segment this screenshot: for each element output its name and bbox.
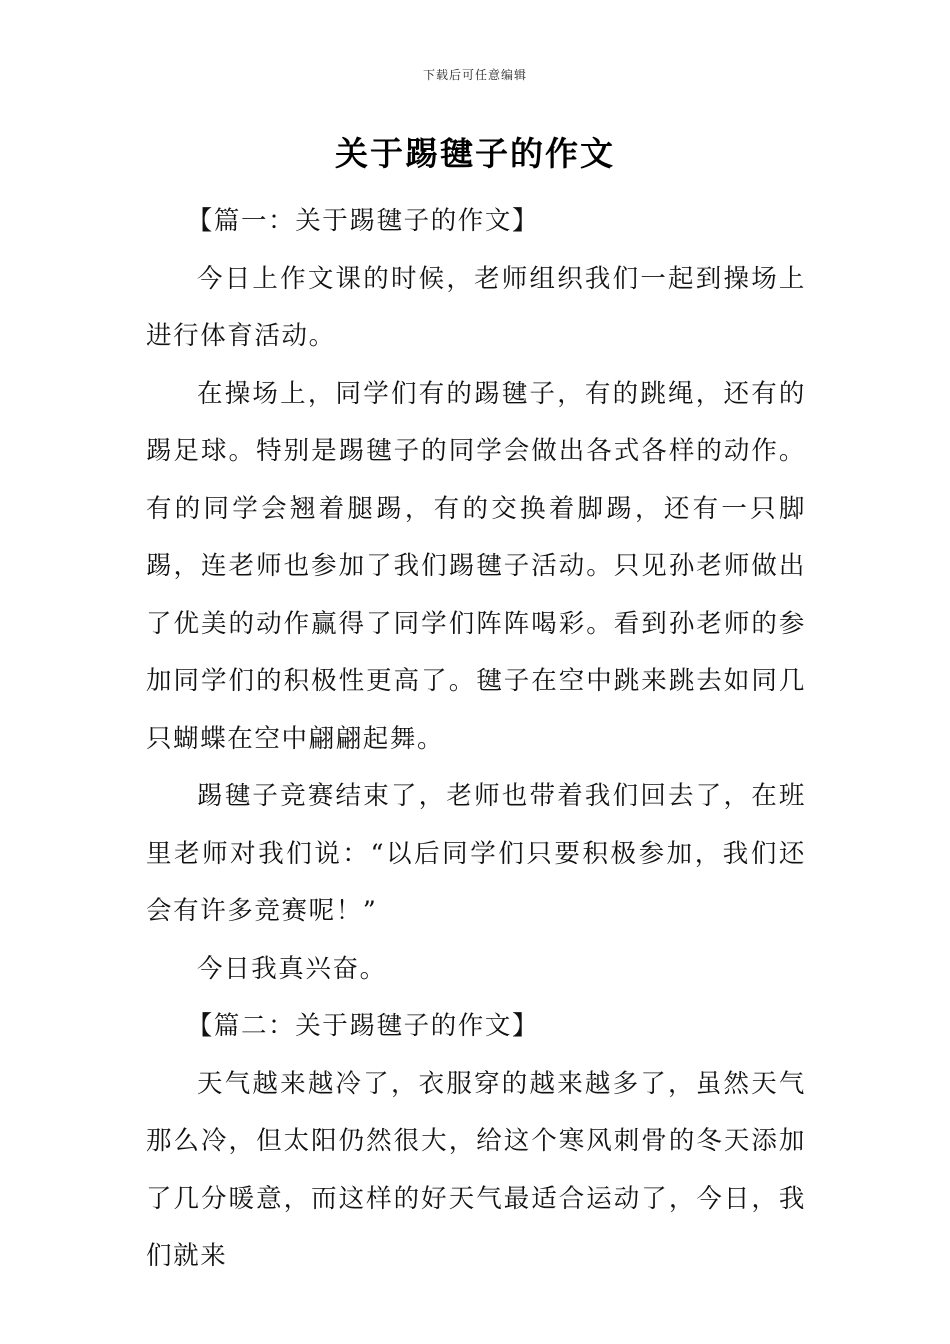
paragraph: 踢毽子竞赛结束了，老师也带着我们回去了，在班里老师对我们说：“以后同学们只要积极参加，我们还会有许多竞赛呢！” bbox=[146, 781, 806, 926]
document-body bbox=[146, 193, 806, 1286]
section-heading-1: 【篇一：关于踢毽子的作文】 bbox=[186, 206, 540, 236]
paragraph: 天气越来越冷了，衣服穿的越来越多了，虽然天气那么冷，但太阳仍然很大，给这个寒风刺骨的冬天添加了几分暖意，而这样的好天气最适合运动了，今日，我们就来 bbox=[146, 1068, 806, 1271]
document-title: 关于踢毽子的作文 bbox=[335, 134, 615, 173]
paragraph: 今日我真兴奋。 bbox=[197, 953, 387, 984]
section-heading-2: 【篇二：关于踢毽子的作文】 bbox=[186, 1011, 540, 1041]
header-note: 下载后可任意编辑 bbox=[422, 68, 527, 82]
paragraph: 在操场上，同学们有的踢毽子，有的跳绳，还有的踢足球。特别是踢毽子的同学会做出各式各样的动作。有的同学会翘着腿踢，有的交换着脚踢，还有一只脚踢，连老师也参加了我们踢毽子活动。只见孙老师做出了优美的动作赢得了同学们阵阵喝彩。看到孙老师的参加同学们的积极性更高了。毽子在空中跳来跳去如同几只蝴蝶在空中翩翩起舞。 bbox=[146, 378, 806, 754]
paragraph: 今日上作文课的时候，老师组织我们一起到操场上进行体育活动。 bbox=[146, 263, 806, 351]
